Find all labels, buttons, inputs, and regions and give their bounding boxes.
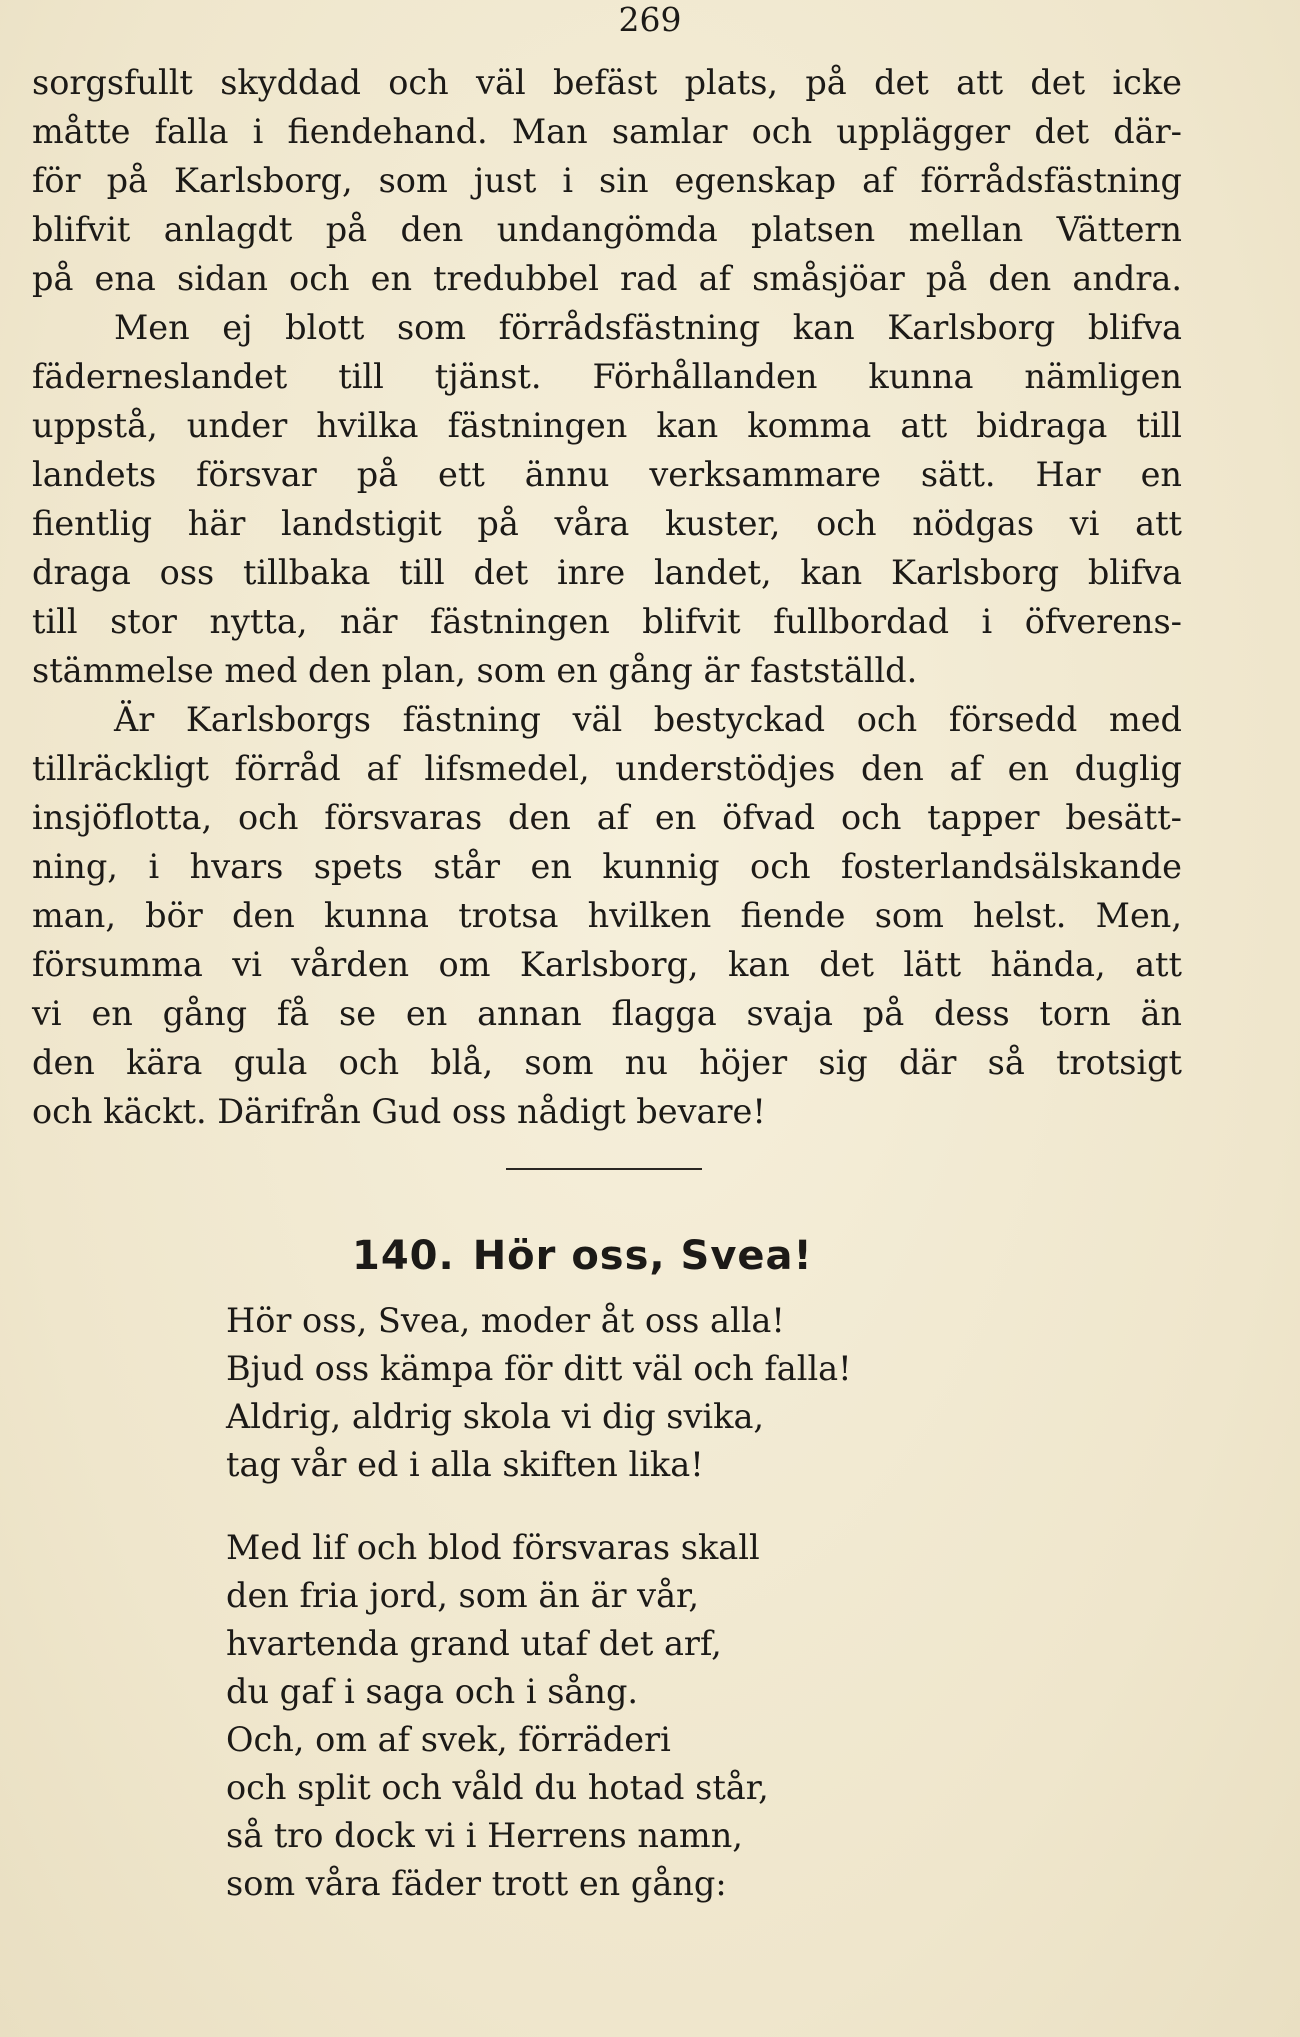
prose-line: till stor nytta, när fästningen blifvit fullbordad i öfverens- [32, 602, 1182, 641]
prose-line: måtte falla i fiendehand. Man samlar och upplägger det där- [32, 112, 1182, 151]
prose-line: ning, i hvars spets står en kunnig och fosterlandsälskande [32, 847, 1182, 886]
prose-line: den kära gula och blå, som nu höjer sig där så trotsigt [32, 1043, 1182, 1082]
song-heading [352, 1228, 813, 1284]
prose-line: man, bör den kunna trotsa hvilken fiende som helst. Men, [32, 896, 1182, 935]
prose-line: fientlig här landstigit på våra kuster, och nödgas vi att [32, 504, 1182, 543]
song-number: 140. [352, 1233, 455, 1279]
song-title: Hör oss, Svea! [472, 1233, 813, 1279]
prose-line: fäderneslandet till tjänst. Förhållanden kunna nämligen [32, 357, 1182, 396]
verse-line: så tro dock vi i Herrens namn, [226, 1816, 743, 1855]
verse-line: Och, om af svek, förräderi [226, 1720, 671, 1759]
page-number: 269 [618, 0, 682, 39]
prose-line: och käckt. Därifrån Gud oss nådigt bevare! [32, 1092, 766, 1131]
prose-line: draga oss tillbaka till det inre landet, kan Karlsborg blifva [32, 553, 1182, 592]
prose-line: blifvit anlagdt på den undangömda platsen mellan Vättern [32, 210, 1182, 249]
verse-line: hvartenda grand utaf det arf, [226, 1624, 722, 1663]
verse-line: Aldrig, aldrig skola vi dig svika, [226, 1397, 765, 1436]
prose-line: på ena sidan och en tredubbel rad af småsjöar på den andra. [32, 259, 1182, 298]
prose-line: för på Karlsborg, som just i sin egenskap af förrådsfästning [32, 161, 1182, 200]
prose-line: Är Karlsborgs fästning väl bestyckad och försedd med [114, 700, 1182, 739]
verse-line: tag vår ed i alla skiften lika! [226, 1445, 704, 1484]
section-divider [506, 1168, 702, 1170]
prose-line: vi en gång få se en annan flagga svaja på dess torn än [32, 994, 1182, 1033]
prose-line: insjöflotta, och försvaras den af en öfvad och tapper besätt- [32, 798, 1182, 837]
verse-line: Med lif och blod försvaras skall [226, 1528, 760, 1567]
prose-line: tillräckligt förråd af lifsmedel, understödjes den af en duglig [32, 749, 1182, 788]
prose-body [32, 58, 1182, 1136]
verse-1 [226, 1297, 852, 1489]
verse-line: Bjud oss kämpa för ditt väl och falla! [226, 1349, 852, 1388]
verse-line: den fria jord, som än är vår, [226, 1576, 700, 1615]
prose-line: försumma vi vården om Karlsborg, kan det lätt hända, att [32, 945, 1182, 984]
verse-2 [226, 1524, 769, 1908]
verse-line: som våra fäder trott en gång: [226, 1864, 727, 1903]
prose-line: stämmelse med den plan, som en gång är fastställd. [32, 651, 918, 690]
prose-line: uppstå, under hvilka fästningen kan komma att bidraga till [32, 406, 1182, 445]
verse-line: Hör oss, Svea, moder åt oss alla! [226, 1301, 785, 1340]
verse-line: och split och våld du hotad står, [226, 1768, 769, 1807]
prose-line: landets försvar på ett ännu verksammare sätt. Har en [32, 455, 1182, 494]
verse-line: du gaf i saga och i sång. [226, 1672, 639, 1711]
prose-line: sorgsfullt skyddad och väl befäst plats, på det att det icke [32, 63, 1182, 102]
prose-line: Men ej blott som förrådsfästning kan Karlsborg blifva [114, 308, 1182, 347]
